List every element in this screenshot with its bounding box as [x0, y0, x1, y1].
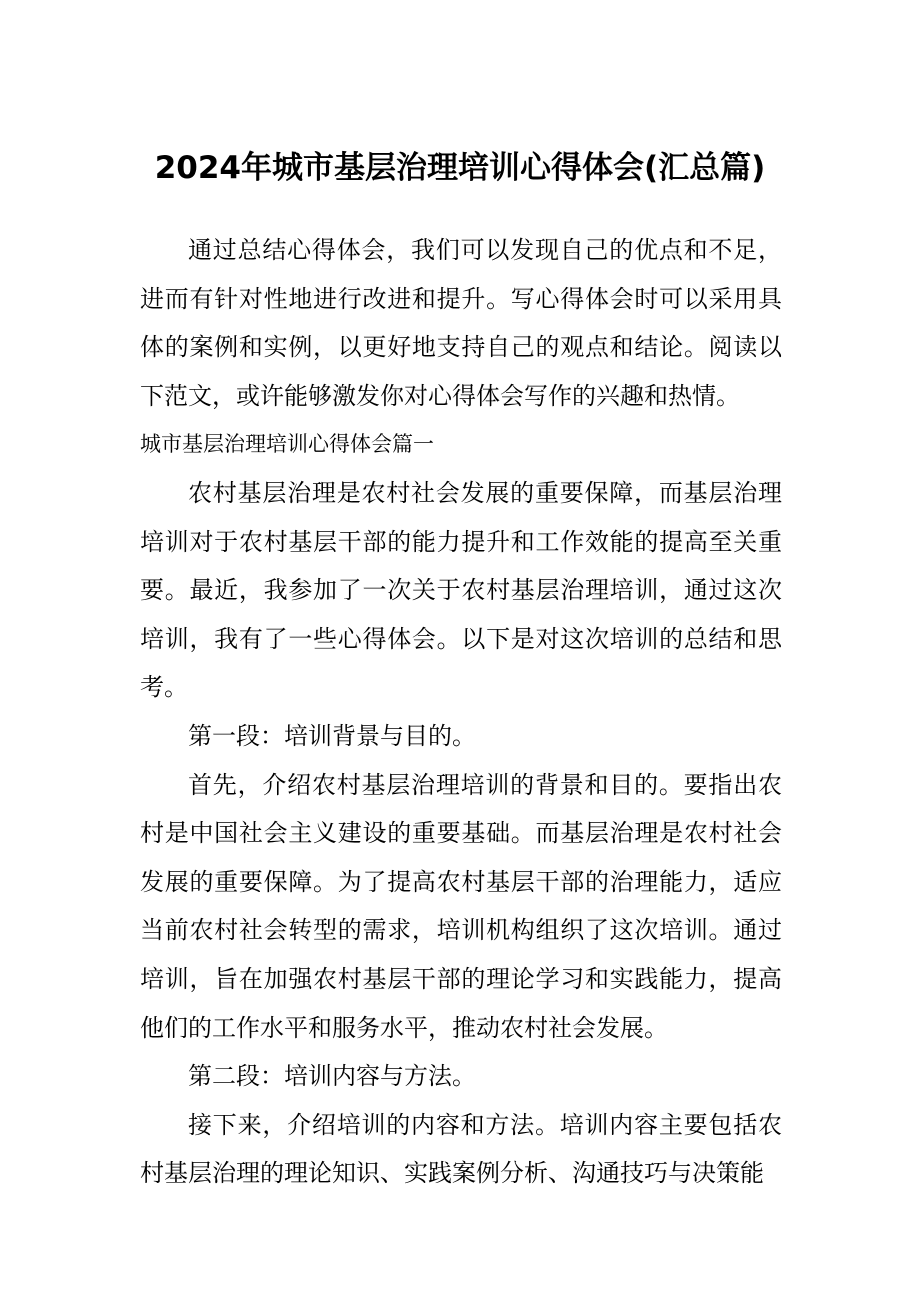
- body-paragraph-5: 接下来，介绍培训的内容和方法。培训内容主要包括农村基层治理的理论知识、实践案例分析、沟通技巧与决策能: [140, 1110, 782, 1188]
- section-heading: 城市基层治理培训心得体会篇一: [140, 432, 434, 457]
- intro-paragraph: 通过总结心得体会，我们可以发现自己的优点和不足，进而有针对性地进行改进和提升。写心得体会时可以采用具体的案例和实例，以更好地支持自己的观点和结论。阅读以下范文，或许能够激发你对心得体会写作的兴趣和热情。: [140, 236, 782, 410]
- document-body: [140, 226, 782, 1198]
- body-paragraph-2: 第一段：培训背景与目的。: [188, 721, 476, 750]
- document-title: 2024年城市基层治理培训心得体会(汇总篇): [154, 150, 766, 186]
- body-paragraph-4: 第二段：培训内容与方法。: [188, 1062, 476, 1091]
- body-paragraph-1: 农村基层治理是农村社会发展的重要保障，而基层治理培训对于农村基层干部的能力提升和工作效能的提高至关重要。最近，我参加了一次关于农村基层治理培训，通过这次培训，我有了一些心得体会。以下是对这次培训的总结和思考。: [140, 478, 782, 702]
- body-paragraph-3: 首先，介绍农村基层治理培训的背景和目的。要指出农村是中国社会主义建设的重要基础。而基层治理是农村社会发展的重要保障。为了提高农村基层干部的治理能力，适应当前农村社会转型的需求，培训机构组织了这次培训。通过培训，旨在加强农村基层干部的理论学习和实践能力，提高他们的工作水平和服务水平，推动农村社会发展。: [140, 770, 782, 1042]
